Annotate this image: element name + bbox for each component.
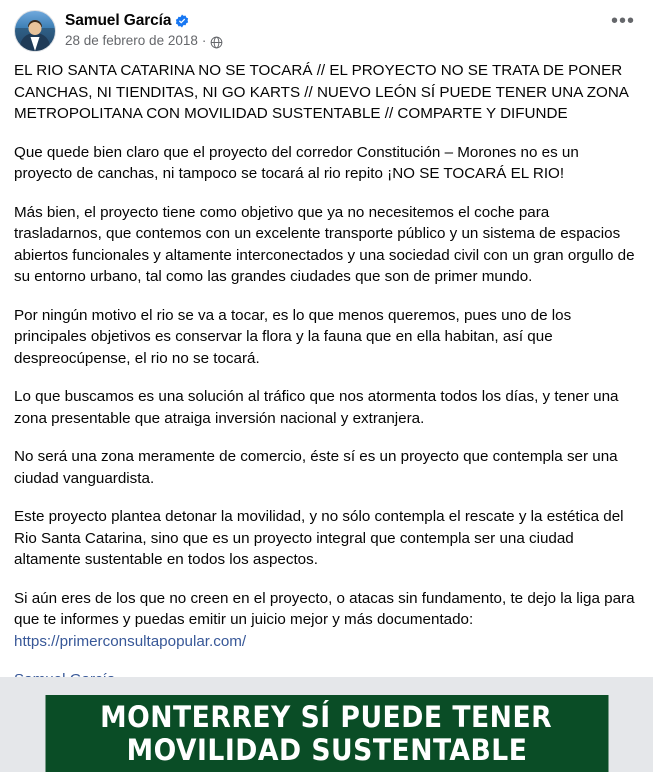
avatar-face (29, 22, 42, 35)
author-row (65, 11, 611, 30)
post-paragraph-1: Que quede bien claro que el proyecto del corredor Constitución – Morones no es un proyecto de canchas, ni tampoco se tocará al rio repito ¡NO SE TOCARÁ EL RIO! (14, 143, 579, 182)
meta-separator: · (201, 33, 207, 48)
avatar[interactable] (14, 10, 56, 52)
post-header (0, 0, 653, 58)
banner-line-2: MOVILIDAD SUSTENTABLE (126, 732, 527, 767)
globe-icon[interactable] (210, 36, 223, 49)
post-attachment-image[interactable] (0, 677, 653, 772)
post-header-text (65, 10, 611, 49)
post-paragraph-4: Lo que buscamos es una solución al tráfico que nos atormenta todos los días, y tener una zona presentable que atraiga inversión nacional y extranjera. (14, 388, 619, 427)
banner-line-1: MONTERREY SÍ PUEDE TENER (100, 699, 553, 734)
post-paragraph-7-text: Si aún eres de los que no creen en el proyecto, o atacas sin fundamento, te dejo la liga para que te informes y puedas emitir un juicio mejor y más documentado: (14, 589, 635, 628)
post-meta (65, 33, 611, 49)
post-paragraph-3: Por ningún motivo el rio se va a tocar, es lo que menos queremos, pues uno de los principales objetivos es conservar la flora y la fauna que en ella habitan, así que despreocúpense, el rio no se tocará. (14, 306, 572, 367)
post-paragraph-6: Este proyecto plantea detonar la movilidad, y no sólo contempla el rescate y la estética del Rio Santa Catarina, sino que es un proyecto integral que contempla ser una ciudad altamente sustentable en todos los aspectos. (14, 508, 624, 568)
post-options-button[interactable]: ••• (610, 10, 635, 32)
verified-badge-icon (175, 14, 189, 28)
post-timestamp[interactable]: 28 de febrero de 2018 (65, 33, 198, 48)
post-paragraph-2: Más bien, el proyecto tiene como objetivo que ya no necesitemos el coche para trasladarnos, que contemos con un excelente transporte público y un sistema de espacios abiertos funcionales y altamente interconectados y una sociedad civil con un gran orgullo de su entorno urbano, tal como las grandes ciudades que son de primer mundo. (14, 203, 635, 285)
post-paragraph-5: No será una zona meramente de comercio, éste sí es un proyecto que contempla ser una ciudad vanguardista. (14, 448, 618, 487)
post-link[interactable]: https://primerconsultapopular.com/ (14, 632, 247, 650)
post-paragraph-7 (14, 588, 639, 653)
attachment-banner (45, 695, 608, 772)
post-body (0, 58, 653, 691)
post-paragraph-headline: EL RIO SANTA CATARINA NO SE TOCARÁ // EL PROYECTO NO SE TRATA DE PONER CANCHAS, NI TIENDITAS, NI GO KARTS // NUEVO LEÓN SÍ PUEDE TENER UNA ZONA METROPOLITANA CON MOVILIDAD SUSTENTABLE // COMPARTE Y DIFUNDE (14, 62, 629, 122)
author-name[interactable]: Samuel García (65, 12, 172, 29)
